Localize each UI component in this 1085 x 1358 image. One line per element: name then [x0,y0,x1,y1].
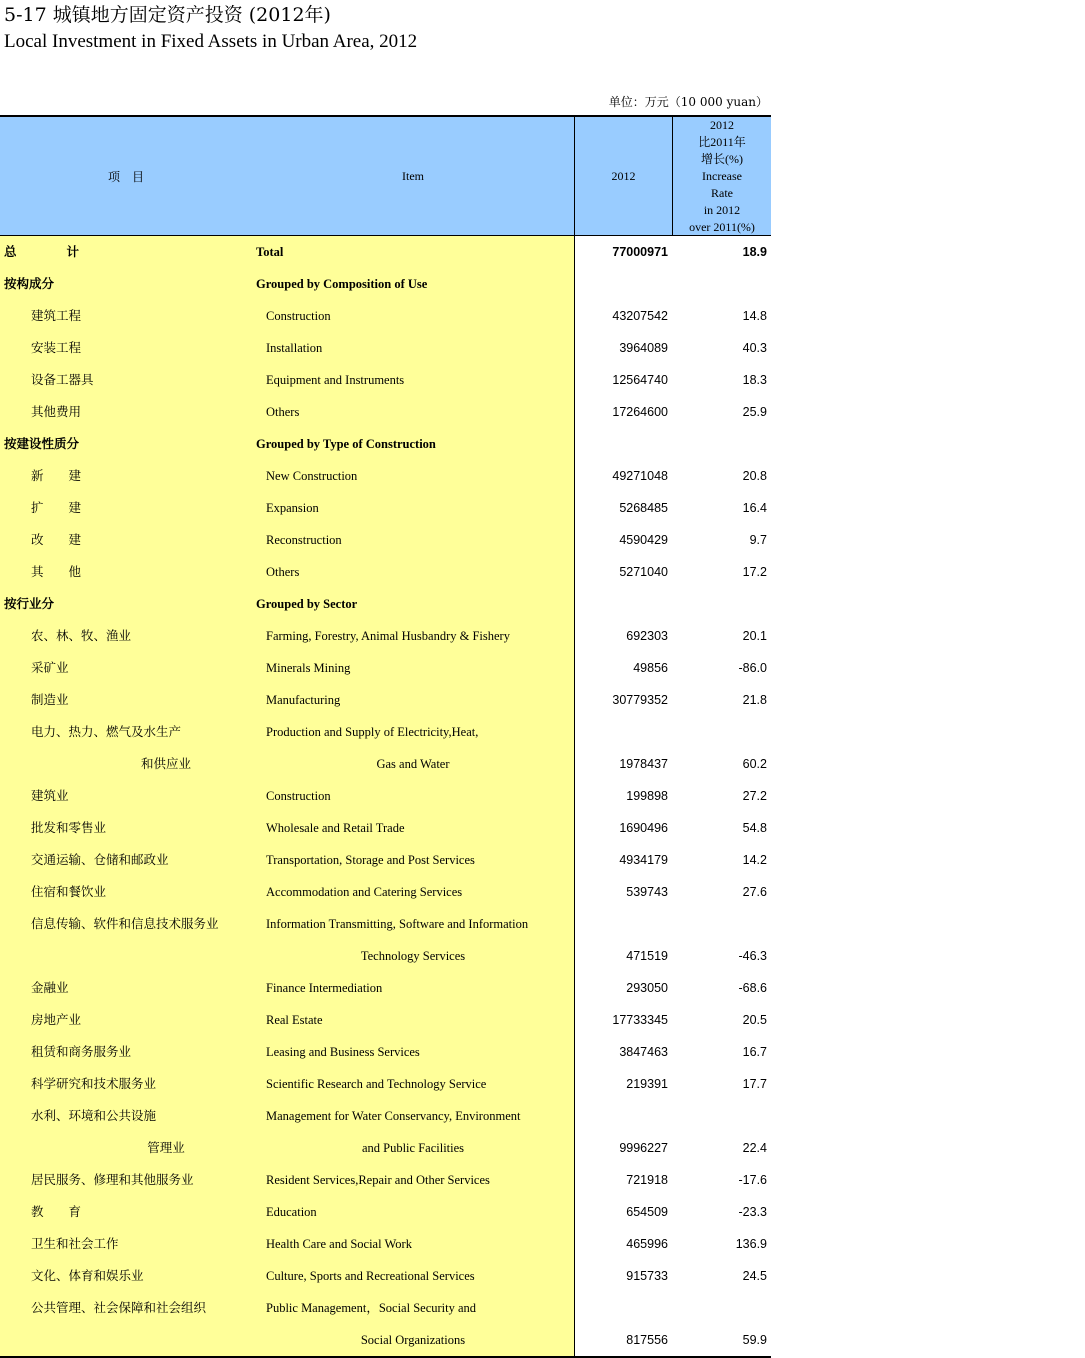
table-row [0,1228,771,1260]
row-label-cn: 教 育 [31,1204,82,1219]
row-label-en: Real Estate [266,1013,323,1027]
header-item-cn: 项 目 [107,169,144,184]
row-rate: 27.2 [672,780,771,812]
row-value: 17733345 [574,1004,672,1036]
header-rate [672,117,771,235]
row-label-cn: 信息传输、软件和信息技术服务业 [31,916,219,931]
row-label-en: Technology Services [360,949,466,963]
table-row [0,748,771,780]
row-label-en: Public Management，Social Security and [266,1301,477,1315]
row-label-en: Culture, Sports and Recreational Services [266,1269,475,1283]
table-row [0,1100,771,1132]
row-value [574,268,672,300]
row-value: 3964089 [574,332,672,364]
header-rate-line: over 2011(%) [689,219,755,234]
row-value: 17264600 [574,396,672,428]
investment-table [0,115,771,1358]
header-item-en: Item [402,168,424,183]
row-value: 5268485 [574,492,672,524]
row-rate [672,1292,771,1324]
table-body [0,236,771,1358]
row-label-en: Transportation, Storage and Post Services [266,853,475,867]
row-label-en: Production and Supply of Electricity,Heat, [266,725,479,739]
row-label-en: Gas and Water [376,757,450,771]
row-label-en: Finance Intermediation [266,981,383,995]
row-value: 12564740 [574,364,672,396]
table-row [0,524,771,556]
table-row [0,1324,771,1356]
row-value [574,1100,672,1132]
row-label-cn: 按构成分 [4,276,55,291]
unit-label: 单位：万元（10 000 yuan） [608,95,768,109]
row-label-cn: 建筑业 [31,788,69,803]
table-row [0,556,771,588]
table-row [0,1132,771,1164]
table-row [0,684,771,716]
row-value: 654509 [574,1196,672,1228]
row-rate [672,908,771,940]
table-row [0,1036,771,1068]
row-label-cn: 总 计 [4,244,80,259]
table-row [0,364,771,396]
table-row [0,268,771,300]
row-label-en: Education [266,1205,317,1219]
row-value: 692303 [574,620,672,652]
row-label-en: Grouped by Sector [256,597,358,611]
row-rate: -68.6 [672,972,771,1004]
row-value: 5271040 [574,556,672,588]
row-rate: 59.9 [672,1324,771,1356]
row-rate: 54.8 [672,812,771,844]
row-label-cn: 水利、环境和公共设施 [31,1108,157,1123]
row-label-en: Equipment and Instruments [266,373,405,387]
row-value: 43207542 [574,300,672,332]
table-row [0,652,771,684]
row-rate: -23.3 [672,1196,771,1228]
row-label-en: Grouped by Composition of Use [256,277,428,291]
row-value [574,716,672,748]
row-label-cn: 文化、体育和娱乐业 [31,1268,144,1283]
row-label-en: Health Care and Social Work [266,1237,412,1251]
row-label-cn [0,940,252,972]
table-row [0,236,771,268]
row-label-cn: 金融业 [31,980,69,995]
row-label-en: Leasing and Business Services [266,1045,420,1059]
table-header [0,115,771,236]
row-value: 465996 [574,1228,672,1260]
row-label-cn: 按行业分 [4,596,55,611]
row-label-en: Management for Water Conservancy, Environment [266,1109,521,1123]
row-label-cn: 安装工程 [31,340,82,355]
row-value: 9996227 [574,1132,672,1164]
header-rate-line: 增长(%) [701,151,743,166]
row-label-cn: 扩 建 [31,500,82,515]
row-rate: 14.2 [672,844,771,876]
row-label-cn: 制造业 [31,692,69,707]
row-value [574,428,672,460]
row-value: 915733 [574,1260,672,1292]
row-value: 721918 [574,1164,672,1196]
row-label-cn: 居民服务、修理和其他服务业 [31,1172,194,1187]
table-row [0,1004,771,1036]
row-label-en: Wholesale and Retail Trade [266,821,405,835]
row-value: 471519 [574,940,672,972]
row-label-cn: 其他费用 [31,404,82,419]
row-value: 1978437 [574,748,672,780]
row-rate [672,428,771,460]
row-label-cn: 新 建 [31,468,82,483]
row-label-en: Construction [266,789,331,803]
row-label-cn: 公共管理、社会保障和社会组织 [31,1300,207,1315]
row-label-en: Resident Services,Repair and Other Services [266,1173,490,1187]
table-row [0,1292,771,1324]
row-label-en: Installation [266,341,323,355]
row-label-cn: 建筑工程 [31,308,82,323]
row-rate: 60.2 [672,748,771,780]
row-rate: 17.2 [672,556,771,588]
row-rate [672,716,771,748]
row-label-cn: 设备工器具 [31,372,94,387]
row-rate: 18.9 [672,236,771,268]
page-title-cn: 5-17 城镇地方固定资产投资 (2012年) [4,4,331,26]
row-rate: 25.9 [672,396,771,428]
row-label-en: Others [266,565,300,579]
row-value: 817556 [574,1324,672,1356]
row-rate: 9.7 [672,524,771,556]
row-value: 199898 [574,780,672,812]
row-label-en: Reconstruction [266,533,342,547]
row-label-cn: 房地产业 [31,1012,82,1027]
row-rate: 16.4 [672,492,771,524]
row-label-cn: 电力、热力、燃气及水生产 [31,724,182,739]
row-label-cn: 卫生和社会工作 [31,1236,119,1251]
row-label-en: Scientific Research and Technology Service [266,1077,487,1091]
page-title-en: Local Investment in Fixed Assets in Urban Area, 2012 [4,31,418,52]
table-row [0,876,771,908]
row-value [574,908,672,940]
row-label-en: Grouped by Type of Construction [256,437,436,451]
table-row [0,588,771,620]
row-label-cn: 租赁和商务服务业 [31,1044,132,1059]
table-row [0,428,771,460]
table-row [0,940,771,972]
header-rate-line: 比2011年 [698,134,746,149]
row-label-en: Minerals Mining [266,661,351,675]
row-value: 49271048 [574,460,672,492]
table-row [0,620,771,652]
row-value [574,1292,672,1324]
row-label-en: Others [266,405,300,419]
row-label-en: Manufacturing [266,693,341,707]
row-rate: 20.8 [672,460,771,492]
table-row [0,1068,771,1100]
row-label-cn: 农、林、牧、渔业 [31,628,132,643]
row-label-cn: 交通运输、仓储和邮政业 [31,852,169,867]
row-rate: -17.6 [672,1164,771,1196]
table-row [0,908,771,940]
row-value: 4590429 [574,524,672,556]
row-rate: 17.7 [672,1068,771,1100]
row-rate: -86.0 [672,652,771,684]
header-rate-line: Rate [711,185,733,200]
header-value: 2012 [574,117,672,235]
row-label-en: Farming, Forestry, Animal Husbandry & Fishery [266,629,510,643]
row-value: 4934179 [574,844,672,876]
header-rate-line: Increase [702,168,742,183]
row-value: 30779352 [574,684,672,716]
row-value: 539743 [574,876,672,908]
row-rate: 16.7 [672,1036,771,1068]
table-row [0,716,771,748]
row-label-cn: 科学研究和技术服务业 [31,1076,157,1091]
row-label-cn: 管理业 [147,1140,185,1155]
row-label-en: Social Organizations [360,1333,466,1347]
row-label-en: Information Transmitting, Software and Information [266,917,529,931]
row-label-en: Accommodation and Catering Services [266,885,463,899]
row-rate: -46.3 [672,940,771,972]
row-value [574,588,672,620]
row-value: 1690496 [574,812,672,844]
row-value: 219391 [574,1068,672,1100]
row-label-cn: 其 他 [31,564,82,579]
row-rate: 20.5 [672,1004,771,1036]
row-label-cn: 改 建 [31,532,82,547]
row-label-en: and Public Facilities [361,1141,465,1155]
table-row [0,1164,771,1196]
table-row [0,300,771,332]
table-row [0,492,771,524]
row-label-cn: 批发和零售业 [31,820,107,835]
table-row [0,812,771,844]
row-rate [672,268,771,300]
row-rate [672,588,771,620]
table-row [0,1260,771,1292]
table-row [0,844,771,876]
header-rate-line: 2012 [710,117,734,132]
table-row [0,1196,771,1228]
row-rate: 40.3 [672,332,771,364]
row-value: 293050 [574,972,672,1004]
table-row [0,972,771,1004]
table-row [0,780,771,812]
row-label-en: Expansion [266,501,319,515]
row-rate: 20.1 [672,620,771,652]
row-value: 77000971 [574,236,672,268]
row-rate: 18.3 [672,364,771,396]
row-label-cn: 住宿和餐饮业 [31,884,107,899]
table-row [0,460,771,492]
row-rate: 27.6 [672,876,771,908]
row-label-cn: 采矿业 [31,660,69,675]
row-label-cn [0,1324,252,1356]
row-label-en: New Construction [266,469,358,483]
row-rate: 136.9 [672,1228,771,1260]
table-row [0,396,771,428]
row-value: 49856 [574,652,672,684]
row-label-en: Total [256,245,284,259]
row-label-cn: 按建设性质分 [4,436,80,451]
header-rate-line: in 2012 [703,202,741,217]
row-rate: 14.8 [672,300,771,332]
row-value: 3847463 [574,1036,672,1068]
row-rate: 24.5 [672,1260,771,1292]
row-rate [672,1100,771,1132]
row-label-cn: 和供应业 [140,756,191,771]
table-row [0,332,771,364]
row-rate: 22.4 [672,1132,771,1164]
row-label-en: Construction [266,309,331,323]
row-rate: 21.8 [672,684,771,716]
